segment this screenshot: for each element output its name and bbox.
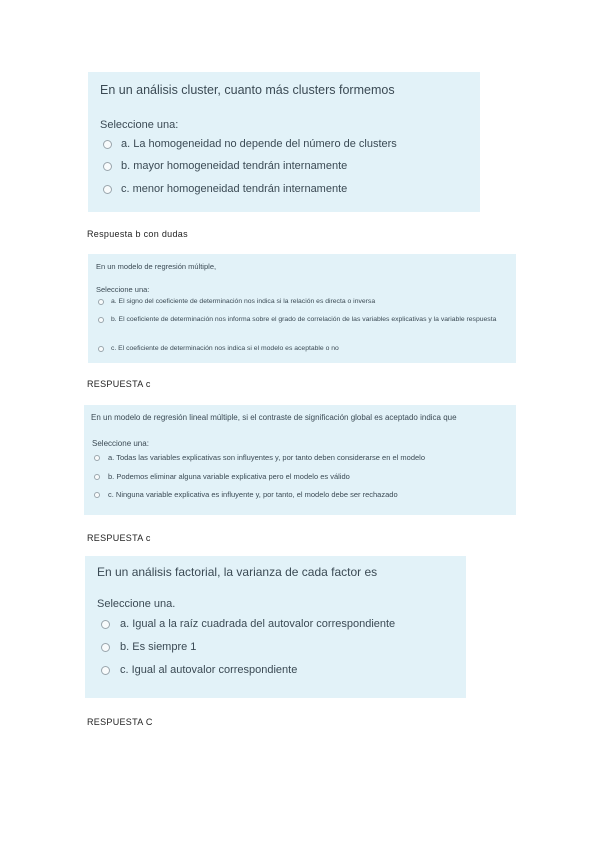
answer-option-c[interactable] xyxy=(103,183,347,195)
radio-button-icon[interactable] xyxy=(94,455,100,461)
select-label: Seleccione una: xyxy=(96,285,150,294)
answer-option-b[interactable] xyxy=(101,641,196,653)
question-card-regression xyxy=(88,254,516,363)
select-label: Seleccione una: xyxy=(100,119,179,131)
answer-option-c[interactable] xyxy=(98,344,511,354)
question-card-factorial xyxy=(85,556,466,698)
radio-button-icon[interactable] xyxy=(103,162,112,171)
radio-button-icon[interactable] xyxy=(103,185,112,194)
option-label: a. La homogeneidad no depende del número de clusters xyxy=(121,138,397,150)
option-label: c. Igual al autovalor correspondiente xyxy=(120,664,298,676)
radio-button-icon[interactable] xyxy=(101,643,110,652)
answer-option-b[interactable] xyxy=(98,315,511,325)
option-label: a. Todas las variables explicativas son influyentes y, por tanto deben considerarse en el modelo xyxy=(108,453,425,462)
option-label: a. El signo del coeficiente de determinación nos indica si la relación es directa o inversa xyxy=(111,298,376,305)
select-label: Seleccione una: xyxy=(92,439,149,448)
radio-button-icon[interactable] xyxy=(101,666,110,675)
option-label: c. El coeficiente de determinación nos indica si el modelo es aceptable o no xyxy=(111,345,339,352)
option-label: b. Es siempre 1 xyxy=(120,641,197,653)
answer-option-b[interactable] xyxy=(94,472,350,481)
question-prompt: En un modelo de regresión múltiple, xyxy=(96,262,217,271)
answer-option-c[interactable] xyxy=(94,490,398,499)
radio-button-icon[interactable] xyxy=(98,299,104,305)
answer-note: RESPUESTA C xyxy=(87,717,153,727)
answer-option-c[interactable] xyxy=(101,664,297,676)
question-prompt: En un análisis cluster, cuanto más clusters formemos xyxy=(100,83,395,97)
answer-option-b[interactable] xyxy=(103,160,347,172)
answer-option-a[interactable] xyxy=(103,138,397,150)
answer-option-a[interactable] xyxy=(101,618,395,630)
radio-button-icon[interactable] xyxy=(101,620,110,629)
option-label: c. Ninguna variable explicativa es influyente y, por tanto, el modelo debe ser rechazado xyxy=(108,490,398,499)
question-card-cluster xyxy=(88,72,480,212)
answer-option-a[interactable] xyxy=(98,297,511,307)
option-label: b. El coeficiente de determinación nos informa sobre el grado de correlación de las variables explicativas y la variable respuesta xyxy=(111,316,497,323)
radio-button-icon[interactable] xyxy=(94,492,100,498)
radio-button-icon[interactable] xyxy=(98,317,104,323)
question-card-linear-regression xyxy=(84,405,516,515)
answer-note: RESPUESTA c xyxy=(87,379,151,389)
question-prompt: En un modelo de regresión lineal múltiple, si el contraste de significación global es aceptado indica que xyxy=(91,413,457,422)
radio-button-icon[interactable] xyxy=(94,474,100,480)
question-prompt: En un análisis factorial, la varianza de cada factor es xyxy=(97,565,378,579)
answer-note: Respuesta b con dudas xyxy=(87,229,188,239)
radio-button-icon[interactable] xyxy=(103,140,112,149)
select-label: Seleccione una. xyxy=(97,598,176,610)
option-label: a. Igual a la raíz cuadrada del autovalor correspondiente xyxy=(120,618,396,630)
option-label: b. Podemos eliminar alguna variable explicativa pero el modelo es válido xyxy=(108,472,350,481)
radio-button-icon[interactable] xyxy=(98,346,104,352)
option-label: c. menor homogeneidad tendrán internamente xyxy=(121,183,348,195)
answer-note: RESPUESTA c xyxy=(87,533,151,543)
answer-option-a[interactable] xyxy=(94,453,425,462)
option-label: b. mayor homogeneidad tendrán internamente xyxy=(121,160,348,172)
